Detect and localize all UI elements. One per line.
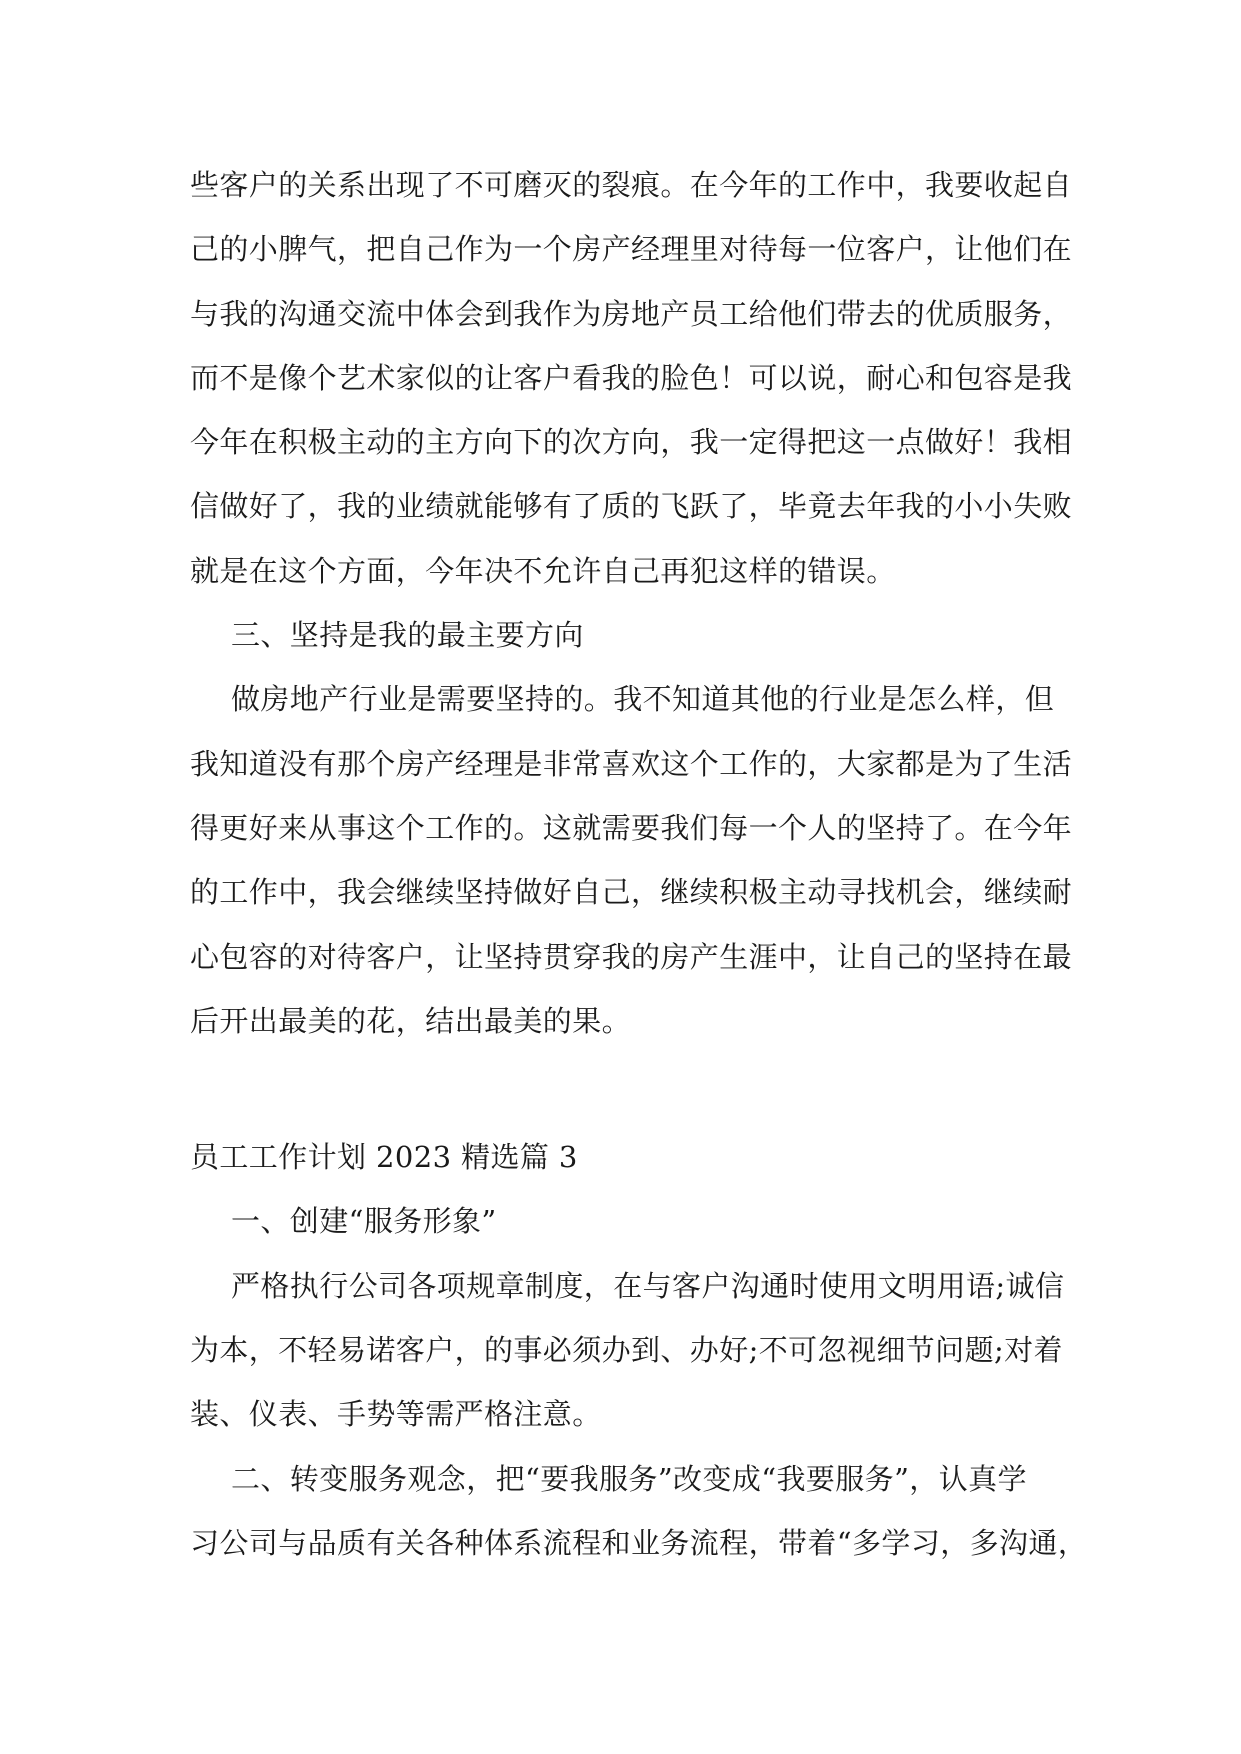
paragraph-line: 二、转变服务观念，把“要我服务”改变成“我要服务”，认真学 [231, 1461, 1027, 1496]
paragraph-line: 而不是像个艺术家似的让客户看我的脸色！可以说，耐心和包容是我 [190, 360, 1073, 395]
paragraph-line: 后开出最美的花，结出最美的果。 [190, 1003, 632, 1038]
paragraph-line: 我知道没有那个房产经理是非常喜欢这个工作的，大家都是为了生活 [190, 746, 1073, 781]
paragraph-line: 严格执行公司各项规章制度，在与客户沟通时使用文明用语;诚信 [231, 1268, 1065, 1303]
paragraph-line: 今年在积极主动的主方向下的次方向，我一定得把这一点做好！我相 [190, 425, 1073, 460]
paragraph-line: 些客户的关系出现了不可磨灭的裂痕。在今年的工作中，我要收起自 [190, 168, 1073, 202]
subheading-persistence: 三、坚持是我的最主要方向 [231, 618, 584, 653]
paragraph-line: 信做好了，我的业绩就能够有了质的飞跃了，毕竟去年我的小小失败 [190, 489, 1073, 524]
paragraph-line: 的工作中，我会继续坚持做好自己，继续积极主动寻找机会，继续耐 [190, 875, 1073, 910]
paragraph-line: 心包容的对待客户，让坚持贯穿我的房产生涯中，让自己的坚持在最 [190, 939, 1073, 974]
paragraph-line: 装、仪表、手势等需严格注意。 [190, 1397, 602, 1432]
paragraph-line: 与我的沟通交流中体会到我作为房地产员工给他们带去的优质服务， [190, 296, 1073, 331]
subheading-service-image: 一、创建“服务形象” [231, 1204, 497, 1239]
section-title: 员工工作计划 2023 精选篇 3 [190, 1140, 578, 1175]
section-spacer [190, 1053, 1070, 1125]
paragraph-line: 己的小脾气，把自己作为一个房产经理里对待每一位客户，让他们在 [190, 232, 1073, 267]
document-body [190, 153, 1088, 1575]
paragraph-line: 做房地产行业是需要坚持的。我不知道其他的行业是怎么样，但 [231, 682, 1055, 717]
paragraph-line: 得更好来从事这个工作的。这就需要我们每一个人的坚持了。在今年 [190, 810, 1073, 845]
paragraph-line: 为本，不轻易诺客户，的事必须办到、办好;不可忽视细节问题;对着 [190, 1333, 1063, 1368]
paragraph-line: 就是在这个方面，今年决不允许自己再犯这样的错误。 [190, 553, 896, 588]
paragraph-line: 习公司与品质有关各种体系流程和业务流程，带着“多学习，多沟通， [190, 1525, 1088, 1560]
